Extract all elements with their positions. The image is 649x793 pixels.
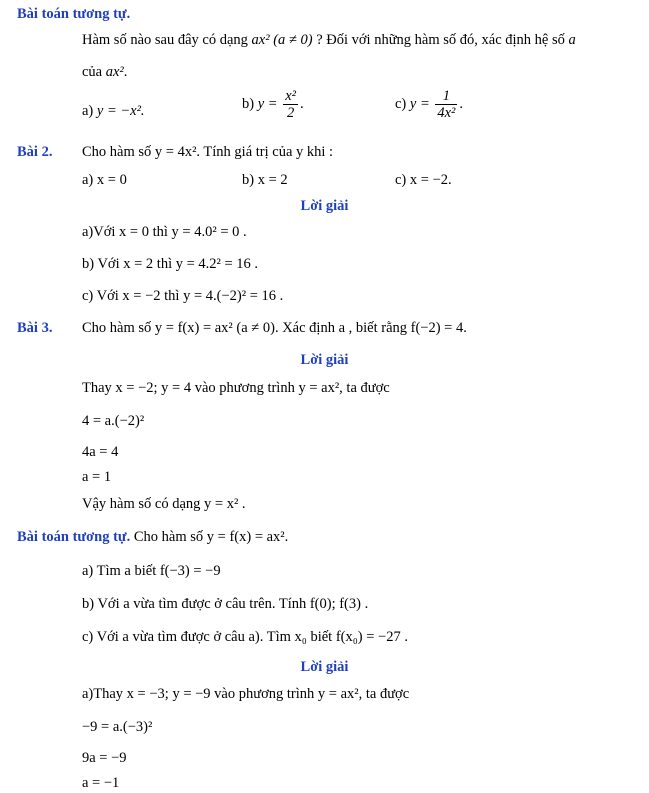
- p1-option-b: b) y = $\frac{\text{x²}}{2}$ .: [242, 88, 304, 121]
- similar2-question: Cho hàm số y = f(x) = ax².: [133, 529, 289, 545]
- bai3-solution-line1: Thay x = −2; y = 4 vào phương trình y = ax², ta được: [82, 380, 390, 396]
- similar2-solution-line2: −9 = a.(−3)²: [82, 719, 153, 735]
- p1-form: ax² (a ≠ 0): [251, 32, 313, 48]
- p1-option-b-label: b): [242, 95, 255, 112]
- p1-option-c-den: 4x²: [437, 105, 456, 121]
- bai2-option-a: a) x = 0: [82, 172, 127, 188]
- p1-option-b-fraction: [283, 88, 298, 121]
- p1-of: của: [82, 64, 103, 80]
- p1-ax2: ax²: [105, 64, 124, 80]
- similar2-question-b: b) Với a vừa tìm được ở câu trên. Tính f(0); f(3) .: [82, 596, 369, 612]
- bai2-label: Bài 2.: [17, 144, 53, 160]
- p1-option-b-den: 2: [286, 105, 295, 121]
- p1-option-a-value: y = −x².: [96, 103, 145, 119]
- p1-option-c-num: 1: [435, 88, 457, 105]
- bai2-option-b: b) x = 2: [242, 172, 288, 188]
- p1-option-b-lhs: y =: [257, 95, 278, 112]
- p1-option-b-num: x²: [285, 88, 296, 104]
- bai2-solution-c: c) Với x = −2 thì y = 4.(−2)² = 16 .: [82, 288, 284, 304]
- bai2-question: Cho hàm số y = 4x². Tính giá trị của y khi :: [82, 144, 334, 160]
- similar2-solution-line4: a = −1: [82, 775, 120, 791]
- p1-option-a-label: a): [82, 103, 94, 119]
- p1-option-c: c) y = $\frac{1}{\text{4x²}}$ .: [395, 88, 464, 121]
- similar-heading-1: Bài toán tương tự.: [17, 6, 131, 22]
- bai2-solution-heading: Lời giải: [300, 198, 349, 214]
- p1-question-line1: [82, 30, 576, 50]
- bai3-solution-line3: 4a = 4: [82, 444, 119, 460]
- bai3-solution-heading: Lời giải: [300, 352, 349, 368]
- similar-heading-2: Bài toán tương tự.: [17, 529, 131, 545]
- p1-intro: Hàm số nào sau đây có dạng: [82, 32, 248, 48]
- similar2-question-c: c) Với a vừa tìm được ở câu a). Tìm x₀ biết f(x₀) = −27 .: [82, 629, 408, 645]
- p1-option-a: [82, 101, 145, 121]
- p1-option-c-lhs: y =: [409, 95, 430, 112]
- similar2-solution-heading: Lời giải: [300, 659, 349, 675]
- bai3-solution-line4: a = 1: [82, 469, 112, 485]
- bai3-solution-line5: Vậy hàm số có dạng y = x² .: [82, 496, 246, 512]
- bai3-label: Bài 3.: [17, 320, 53, 336]
- similar2-question-a: a) Tìm a biết f(−3) = −9: [82, 563, 221, 579]
- p1-option-c-fraction: [435, 88, 457, 121]
- bai2-option-c: c) x = −2.: [395, 172, 452, 188]
- p1-ask: ? Đối với những hàm số đó, xác định hệ số: [316, 32, 565, 48]
- bai3-question: Cho hàm số y = f(x) = ax² (a ≠ 0). Xác định a , biết rằng f(−2) = 4.: [82, 320, 467, 336]
- similar2-solution-line1: a)Thay x = −3; y = −9 vào phương trình y = ax², ta được: [82, 686, 410, 702]
- p1-question-line2: của ax².: [82, 64, 128, 80]
- similar-problem-2: [17, 527, 288, 547]
- p1-a: a: [568, 32, 576, 48]
- bai3-solution-line2: 4 = a.(−2)²: [82, 413, 145, 429]
- bai2-solution-b: b) Với x = 2 thì y = 4.2² = 16 .: [82, 256, 259, 272]
- p1-option-c-label: c): [395, 95, 407, 112]
- bai2-solution-a: a)Với x = 0 thì y = 4.0² = 0 .: [82, 224, 247, 240]
- similar2-solution-line3: 9a = −9: [82, 750, 127, 766]
